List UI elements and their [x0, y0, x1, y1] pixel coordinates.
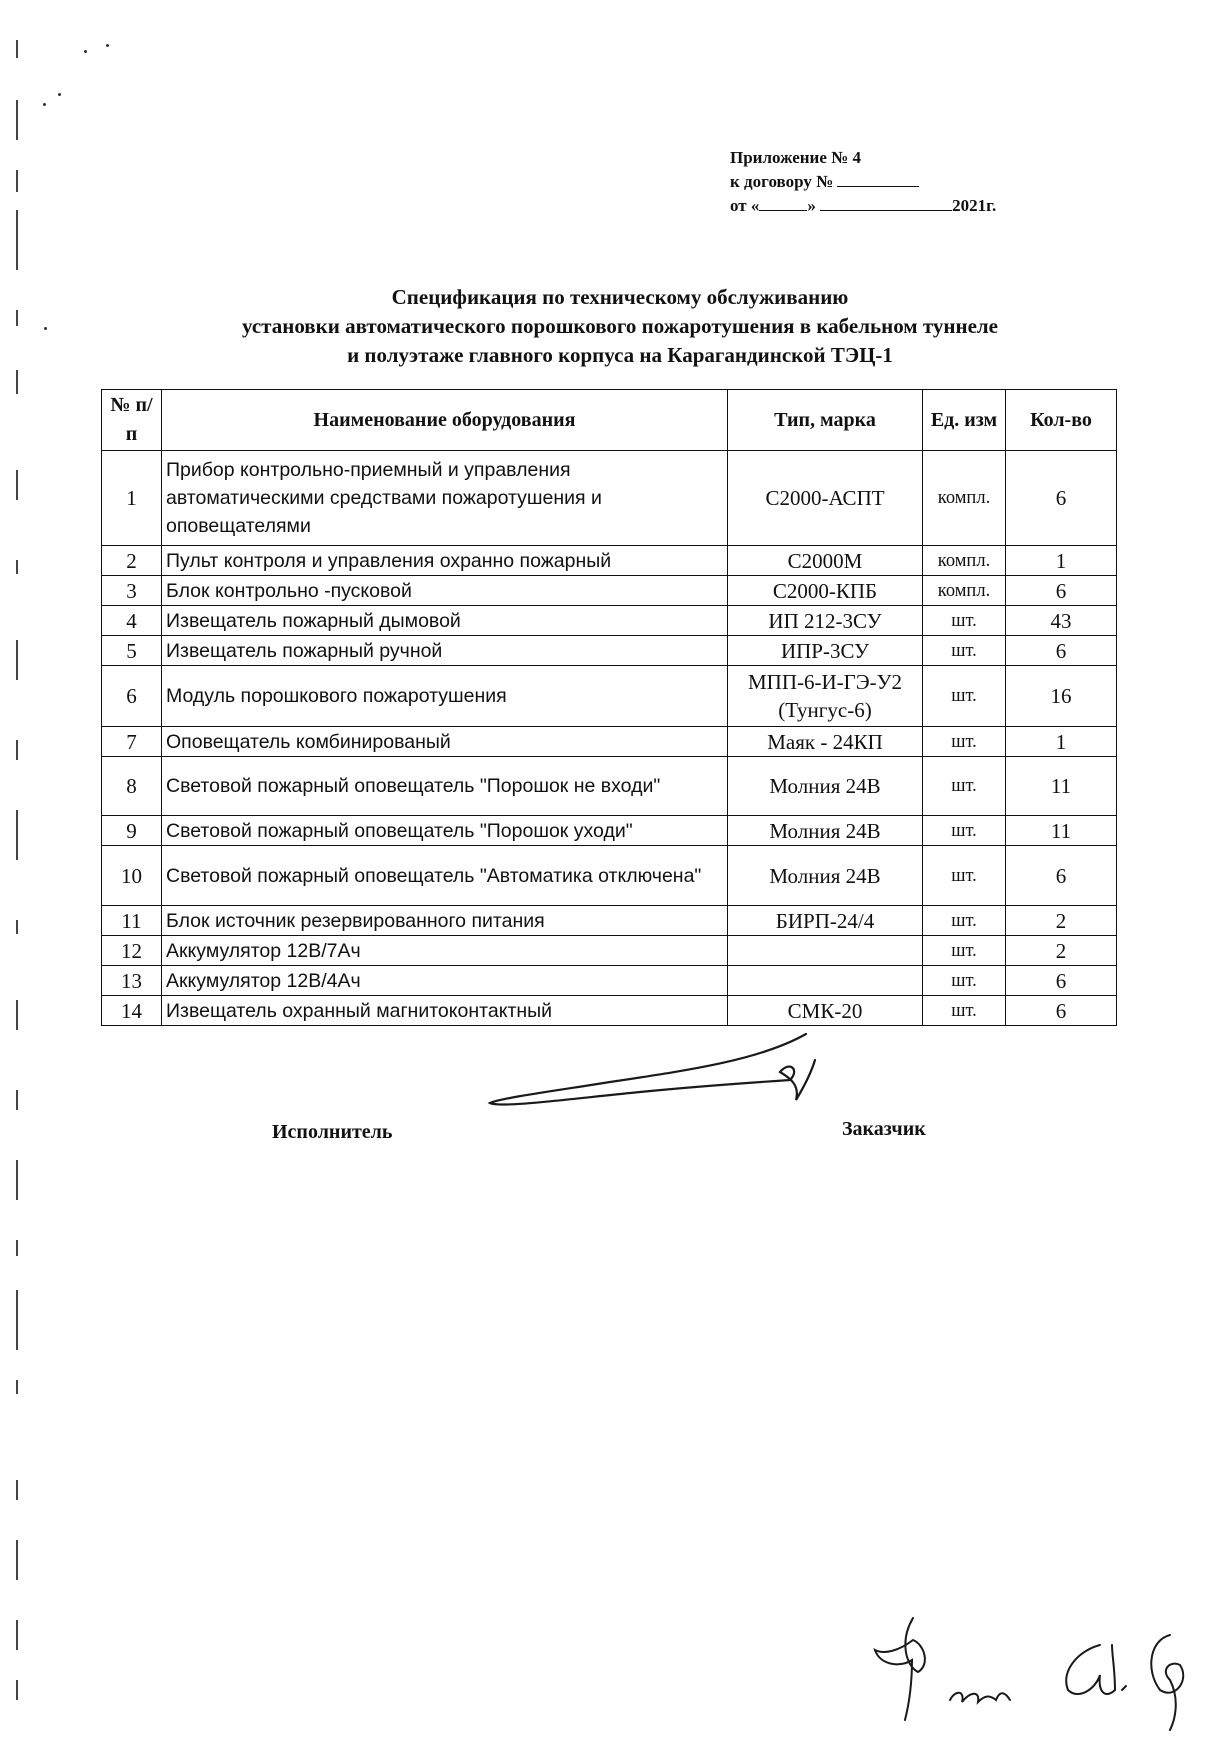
cell-unit: шт. — [923, 906, 1006, 936]
header-qty: Кол-во — [1006, 390, 1117, 451]
cell-type: С2000М — [728, 546, 923, 576]
initials-signature-3 — [1066, 1635, 1183, 1730]
cell-unit: компл. — [923, 546, 1006, 576]
cell-num: 2 — [102, 546, 162, 576]
initials-signature-2 — [950, 1693, 1010, 1702]
header-num: № п/п — [102, 390, 162, 451]
cell-qty: 6 — [1006, 966, 1117, 996]
cell-num: 5 — [102, 636, 162, 666]
cell-qty: 1 — [1006, 727, 1117, 757]
cell-num: 10 — [102, 846, 162, 906]
cell-name: Извещатель пожарный ручной — [162, 636, 728, 666]
date-prefix: от « — [730, 196, 760, 215]
cell-qty: 16 — [1006, 666, 1117, 727]
executor-label: Исполнитель — [272, 1121, 393, 1143]
cell-qty: 43 — [1006, 606, 1117, 636]
cell-name: Пульт контроля и управления охранно пожарный — [162, 546, 728, 576]
title-line-1: Спецификация по техническому обслуживанию — [391, 285, 849, 309]
cell-unit: шт. — [923, 936, 1006, 966]
cell-name: Блок контрольно -пусковой — [162, 576, 728, 606]
cell-name: Оповещатель комбинированый — [162, 727, 728, 757]
executor-signature — [490, 1034, 815, 1105]
cell-unit: шт. — [923, 636, 1006, 666]
date-year: 2021г. — [952, 196, 997, 215]
header-unit: Ед. изм — [923, 390, 1006, 451]
cell-num: 6 — [102, 666, 162, 727]
cell-name: Извещатель пожарный дымовой — [162, 606, 728, 636]
contract-label: к договору № — [730, 172, 834, 191]
cell-type: Молния 24В — [728, 816, 923, 846]
cell-qty: 6 — [1006, 846, 1117, 906]
cell-unit: компл. — [923, 451, 1006, 546]
cell-num: 7 — [102, 727, 162, 757]
cell-type: Молния 24В — [728, 757, 923, 816]
cell-unit: шт. — [923, 996, 1006, 1026]
cell-unit: шт. — [923, 966, 1006, 996]
cell-num: 4 — [102, 606, 162, 636]
cell-unit: шт. — [923, 727, 1006, 757]
cell-qty: 11 — [1006, 757, 1117, 816]
cell-unit: шт. — [923, 666, 1006, 727]
cell-name: Световой пожарный оповещатель "Порошок не входи" — [162, 757, 728, 816]
cell-type: С2000-КПБ — [728, 576, 923, 606]
cell-unit: шт. — [923, 816, 1006, 846]
cell-num: 1 — [102, 451, 162, 546]
initials-signature-1 — [875, 1618, 925, 1720]
cell-name: Аккумулятор 12В/4Ач — [162, 966, 728, 996]
cell-qty: 6 — [1006, 996, 1117, 1026]
cell-qty: 1 — [1006, 546, 1117, 576]
cell-num: 14 — [102, 996, 162, 1026]
cell-type: БИРП-24/4 — [728, 906, 923, 936]
title-line-3: и полуэтаже главного корпуса на Карагандинской ТЭЦ-1 — [347, 343, 893, 367]
cell-name: Прибор контрольно-приемный и управления автоматическими средствами пожаротушения и оповещателями — [162, 451, 728, 546]
header-type: Тип, марка — [728, 390, 923, 451]
cell-qty: 2 — [1006, 936, 1117, 966]
cell-unit: шт. — [923, 757, 1006, 816]
cell-type: ИП 212-3СУ — [728, 606, 923, 636]
annex-number: Приложение № 4 — [730, 148, 861, 167]
customer-label: Заказчик — [842, 1118, 926, 1140]
cell-unit: шт. — [923, 846, 1006, 906]
cell-name: Световой пожарный оповещатель "Автоматика отключена" — [162, 846, 728, 906]
cell-num: 8 — [102, 757, 162, 816]
cell-name: Световой пожарный оповещатель "Порошок уходи" — [162, 816, 728, 846]
cell-type: ИПР-3СУ — [728, 636, 923, 666]
cell-qty: 6 — [1006, 576, 1117, 606]
cell-name: Модуль порошкового пожаротушения — [162, 666, 728, 727]
cell-num: 3 — [102, 576, 162, 606]
cell-num: 12 — [102, 936, 162, 966]
cell-name: Аккумулятор 12В/7Ач — [162, 936, 728, 966]
cell-type: Молния 24В — [728, 846, 923, 906]
cell-num: 9 — [102, 816, 162, 846]
cell-qty: 11 — [1006, 816, 1117, 846]
cell-type: Маяк - 24КП — [728, 727, 923, 757]
header-name: Наименование оборудования — [162, 390, 728, 451]
cell-unit: шт. — [923, 606, 1006, 636]
title-line-2: установки автоматического порошкового пожаротушения в кабельном туннеле — [241, 314, 999, 338]
cell-unit: компл. — [923, 576, 1006, 606]
cell-type: СМК-20 — [728, 996, 923, 1026]
cell-type: С2000-АСПТ — [728, 451, 923, 546]
cell-qty: 6 — [1006, 636, 1117, 666]
cell-qty: 6 — [1006, 451, 1117, 546]
cell-num: 13 — [102, 966, 162, 996]
cell-name: Извещатель охранный магнитоконтактный — [162, 996, 728, 1026]
cell-name: Блок источник резервированного питания — [162, 906, 728, 936]
date-quote-close: » — [807, 196, 816, 215]
cell-num: 11 — [102, 906, 162, 936]
cell-qty: 2 — [1006, 906, 1117, 936]
cell-type: МПП-6-И-ГЭ-У2 (Тунгус-6) — [728, 666, 923, 727]
